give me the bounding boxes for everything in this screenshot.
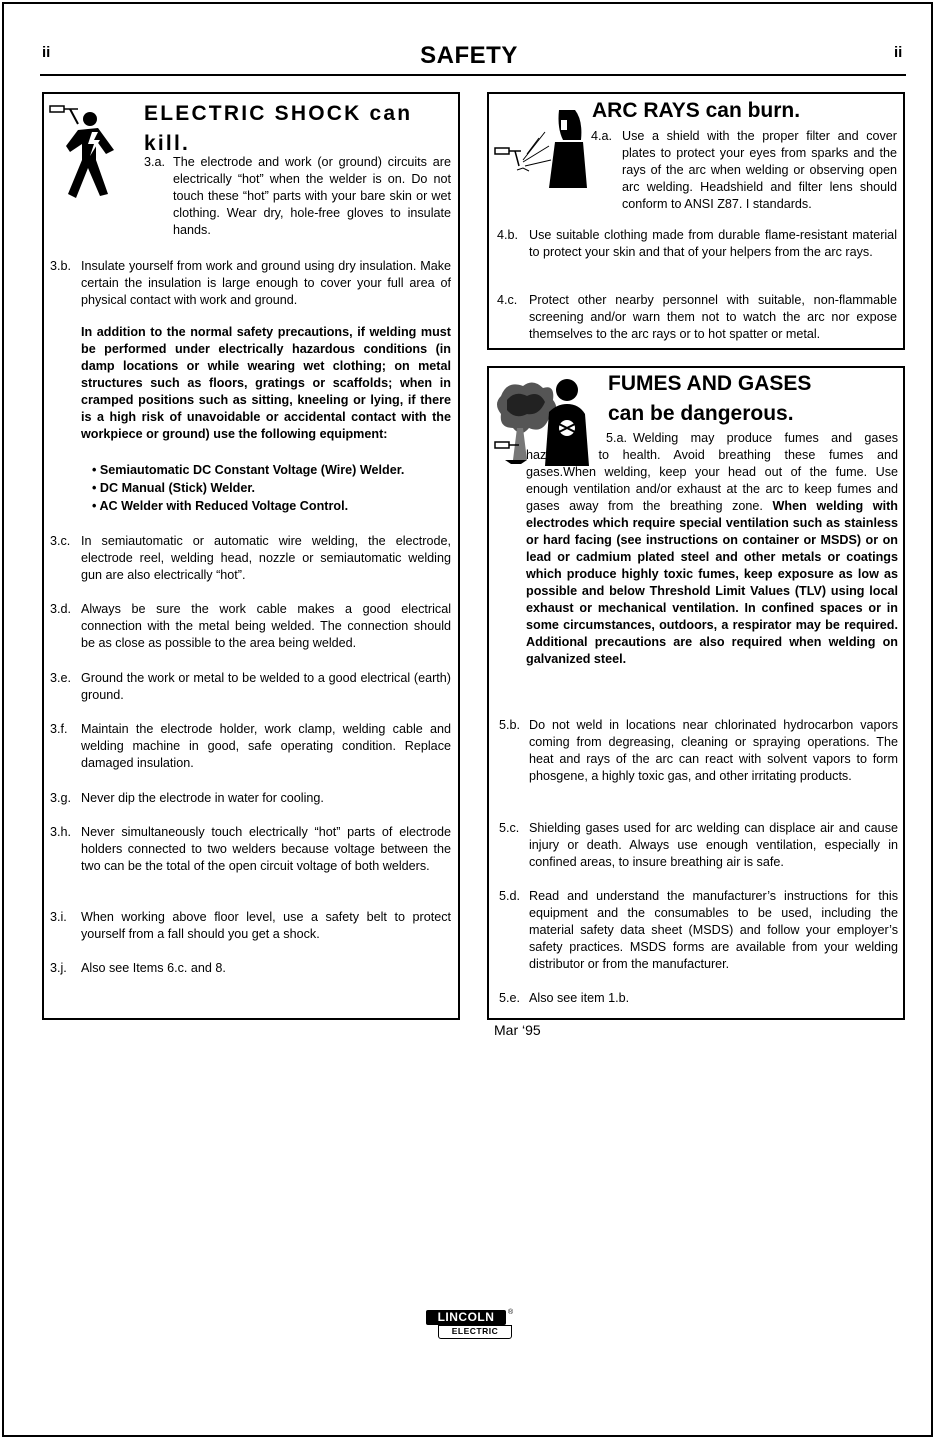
electric-shock-icon — [48, 102, 138, 202]
item-label-3f: 3.f. — [50, 722, 68, 736]
item-text-4b: Use suitable clothing made from durable flame-resistant material to protect your skin and that of your helpers from the arc rays. — [529, 228, 897, 259]
equipment-item-3: • AC Welder with Reduced Voltage Control. — [92, 499, 349, 513]
item-text-3i: When working above floor level, use a safety belt to protect yourself from a fall should you get a shock. — [81, 910, 451, 941]
registered-mark: ® — [508, 1309, 514, 1316]
item-text-5a-body: Welding may produce fumes and gases hazardous to health. Avoid breathing these fumes and gases.When welding, keep your head out of the fume. Use enough ventilation and/or exhaust at the arc to keep fumes and gases away from the breathing zone. — [526, 431, 898, 513]
revision-date: Mar ‘95 — [494, 1022, 541, 1038]
title-rule — [40, 74, 906, 76]
item-label-5c: 5.c. — [499, 821, 520, 835]
item-label-3j: 3.j. — [50, 961, 67, 975]
item-text-3a: The electrode and work (or ground) circuits are electrically “hot” when the welder is on. Do not touch these “hot” parts with your bare skin or wet clothing. Wear dry, hole-free gloves to insulate hands. — [173, 155, 451, 237]
item-text-3g: Never dip the electrode in water for cooling. — [81, 791, 324, 805]
item-label-5d: 5.d. — [499, 889, 521, 903]
item-text-5e: Also see item 1.b. — [529, 991, 630, 1005]
item-text-5c: Shielding gases used for arc welding can displace air and cause injury or death. Always use enough ventilation, especially in confined areas, to insure breathing air is safe. — [529, 821, 898, 869]
item-text-4c: Protect other nearby personnel with suitable, non-flammable screening and/or warn them not to watch the arc nor expose themselves to the arc rays or to hot spatter or metal. — [529, 293, 897, 341]
item-text-3d: Always be sure the work cable makes a good electrical connection with the metal being welded. The connection should be as close as possible to the area being welded. — [81, 602, 451, 650]
equipment-item-2: • DC Manual (Stick) Welder. — [92, 481, 256, 495]
item-label-5b: 5.b. — [499, 718, 521, 732]
arc-rays-heading: ARC RAYS can burn. — [592, 99, 801, 122]
electric-shock-heading: ELECTRIC SHOCK can kill. — [144, 102, 413, 155]
item-text-5b: Do not weld in locations near chlorinated hydrocarbon vapors coming from degreasing, cleaning or spraying operations. The heat and rays of the arc can react with solvent vapors to form phosgene, a highly toxic gas, and other irritating products. — [529, 718, 898, 783]
welding-helmet-icon — [493, 108, 588, 188]
item-label-3i: 3.i. — [50, 910, 67, 924]
item-text-3b: Insulate yourself from work and ground using dry insulation. Make certain the insulation is large enough to cover your full area of physical contact with work and ground. — [81, 259, 451, 307]
fumes-gases-section — [487, 366, 905, 1020]
item-text-5d: Read and understand the manufacturer’s instructions for this equipment and the consumables to be used, including the material safety data sheet (MSDS) and follow your employer’s safety practices. MSDS forms are available from your welding distributor or from the manufacturer. — [529, 889, 898, 971]
item-label-4c: 4.c. — [497, 293, 518, 307]
fumes-heading-line1: FUMES AND GASES — [608, 372, 812, 395]
page-number-right: ii — [894, 44, 903, 61]
item-label-3c: 3.c. — [50, 534, 71, 548]
item-label-5a: 5.a. — [606, 431, 628, 445]
item-text-5a — [526, 430, 898, 668]
item-label-3e: 3.e. — [50, 671, 72, 685]
hazard-conditions-text: In addition to the normal safety precautions, if welding must be performed under electrically hazardous conditions (in damp locations or while wearing wet clothing; on metal structures such as floors, gratings or scaffolds; when in cramped positions such as sitting, kneeling or lying, if there is a high risk of unavoidable or accidental contact with the workpiece or ground) use the following equipment: — [81, 325, 451, 441]
item-text-3c: In semiautomatic or automatic wire welding, the electrode, electrode reel, welding head, nozzle or semiautomatic welding gun are also electrically “hot”. — [81, 534, 451, 582]
item-label-3a: 3.a. — [144, 155, 166, 169]
item-label-5e: 5.e. — [499, 991, 521, 1005]
lincoln-electric-logo — [426, 1310, 516, 1342]
special-ventilation-text: When welding with electrodes which require special ventilation such as stainless or hard facing (see instructions on container or MSDS) or on lead or cadmium plated steel and other metals or coatings which produce highly toxic fumes, keep exposure as low as possible and below Threshold Limit Values (TLV) using local exhaust or mechanical ventilation. In confined spaces or in some circumstances, outdoors, a respirator may be required. Additional precautions are also required when welding on galvanized steel. — [526, 499, 898, 666]
page-title: SAFETY — [420, 42, 518, 69]
item-text-3f: Maintain the electrode holder, work clamp, welding cable and welding machine in good, safe operating condition. Replace damaged insulation. — [81, 722, 451, 770]
item-label-4a: 4.a. — [591, 129, 613, 143]
logo-bottom-text: ELECTRIC — [438, 1325, 512, 1339]
equipment-item-1: • Semiautomatic DC Constant Voltage (Wire) Welder. — [92, 463, 405, 477]
fumes-heading-line2: can be dangerous. — [608, 402, 794, 425]
arc-rays-section — [487, 92, 905, 350]
item-label-3d: 3.d. — [50, 602, 72, 616]
page-number-left: ii — [42, 44, 51, 61]
item-text-4a: Use a shield with the proper filter and cover plates to protect your eyes from sparks and the rays of the arc when welding or observing open arc welding. Headshield and filter lens should conform to ANSI Z87. I standards. — [622, 129, 897, 211]
electric-shock-section — [42, 92, 460, 1020]
item-label-4b: 4.b. — [497, 228, 519, 242]
item-text-3j: Also see Items 6.c. and 8. — [81, 961, 226, 975]
logo-top-text: LINCOLN — [426, 1310, 506, 1325]
item-text-3e: Ground the work or metal to be welded to a good electrical (earth) ground. — [81, 671, 451, 702]
item-label-3h: 3.h. — [50, 825, 72, 839]
item-text-3h: Never simultaneously touch electrically “hot” parts of electrode holders connected to two welders because voltage between the two can be the total of the open circuit voltage of both welders. — [81, 825, 451, 873]
item-label-3b: 3.b. — [50, 259, 72, 273]
item-label-3g: 3.g. — [50, 791, 72, 805]
